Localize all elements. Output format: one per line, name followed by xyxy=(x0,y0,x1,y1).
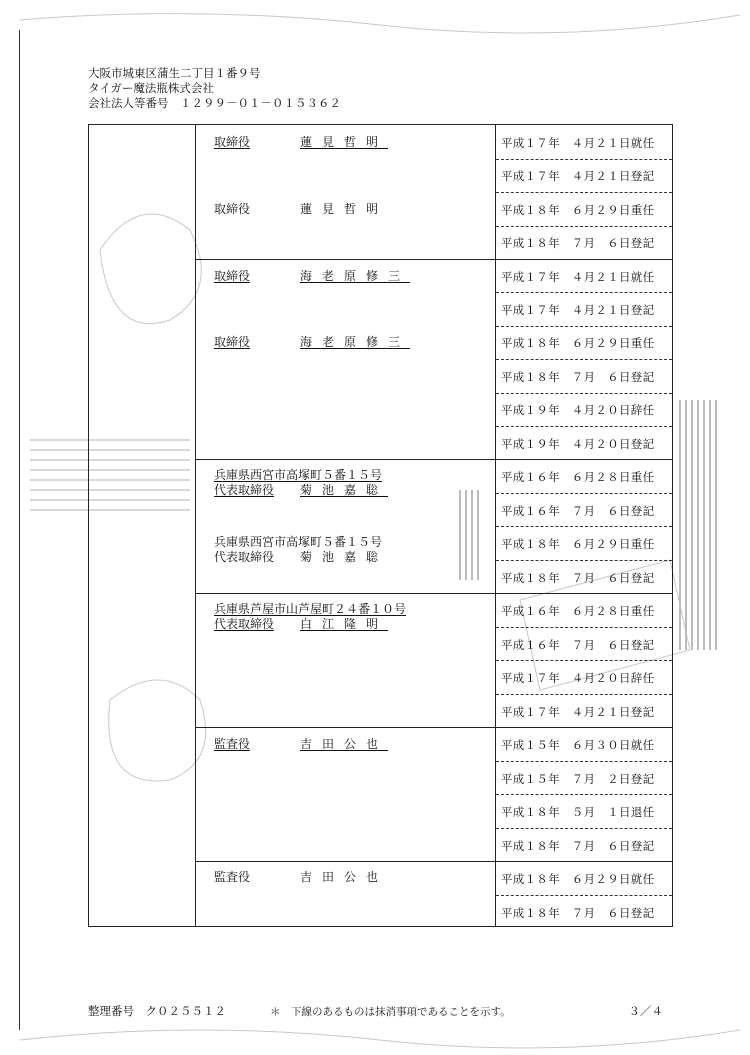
date-entry: 平成１７年 ４月２１日登記 xyxy=(501,169,655,183)
column-divider-left xyxy=(195,125,196,926)
date-row-rule xyxy=(496,828,672,829)
entry-ebihara-2 xyxy=(214,335,484,350)
date-entry: 平成１５年 ６月３０日就任 xyxy=(501,738,655,752)
corporate-number: 会社法人等番号 １２９９－０１－０１５３６２ xyxy=(88,96,341,110)
date-entry: 平成１９年 ４月２０日登記 xyxy=(501,437,655,451)
officer-role: 取締役 xyxy=(214,269,251,283)
date-row-rule xyxy=(496,426,672,427)
date-row-rule xyxy=(496,660,672,661)
officer-role: 監査役 xyxy=(214,870,251,884)
underline-legend-note: ＊ 下線のあるものは抹消事項であることを示す。 xyxy=(270,1006,511,1018)
date-entry: 平成１８年 ７月 ６日登記 xyxy=(501,236,655,250)
officer-name: 菊池嘉聡 xyxy=(300,550,389,564)
officer-role: 取締役 xyxy=(214,335,251,349)
date-entry: 平成１８年 ６月２９日重任 xyxy=(501,203,655,217)
date-row-rule xyxy=(496,627,672,628)
date-entry: 平成１６年 ６月２８日重任 xyxy=(501,604,655,618)
section-divider xyxy=(196,593,672,594)
entry-kikuchi-1 xyxy=(214,468,484,498)
date-row-rule xyxy=(496,192,672,193)
date-row-rule xyxy=(496,226,672,227)
officer-address: 兵庫県西宮市高塚町５番１５号 xyxy=(214,468,383,482)
date-row-rule xyxy=(496,493,672,494)
date-entry: 平成１７年 ４月２１日就任 xyxy=(501,270,655,284)
company-address: 大阪市城東区蒲生二丁目１番９号 xyxy=(88,66,261,80)
entry-yoshida-2 xyxy=(214,870,484,885)
date-row-rule xyxy=(496,359,672,360)
date-entry: 平成１８年 ７月 ６日登記 xyxy=(501,839,655,853)
officer-address: 兵庫県西宮市高塚町５番１５号 xyxy=(214,535,383,549)
date-row-rule xyxy=(496,159,672,160)
document-header xyxy=(88,66,341,111)
officer-role: 代表取締役 xyxy=(214,550,275,564)
date-entry: 平成１８年 ６月２９日重任 xyxy=(501,537,655,551)
section-divider xyxy=(196,259,672,260)
date-entry: 平成１８年 ６月２９日就任 xyxy=(501,872,655,886)
date-row-rule xyxy=(496,895,672,896)
date-entry: 平成１７年 ４月２１日就任 xyxy=(501,136,655,150)
officer-role: 取締役 xyxy=(214,202,251,216)
date-entry: 平成１５年 ７月 ２日登記 xyxy=(501,772,655,786)
officer-name: 白江隆明 xyxy=(300,617,389,631)
date-row-rule xyxy=(496,393,672,394)
officer-role: 取締役 xyxy=(214,135,251,149)
officer-registry-table xyxy=(88,124,673,927)
entry-kikuchi-2 xyxy=(214,535,484,565)
officer-role: 代表取締役 xyxy=(214,483,275,497)
date-row-rule xyxy=(496,560,672,561)
date-row-rule xyxy=(496,761,672,762)
officer-name: 菊池嘉聡 xyxy=(300,483,389,497)
entry-yoshida-1 xyxy=(214,737,484,752)
date-entry: 平成１９年 ４月２０日辞任 xyxy=(501,403,655,417)
entry-hasumi-1 xyxy=(214,135,484,150)
date-row-rule xyxy=(496,694,672,695)
date-entry: 平成１７年 ４月２０日辞任 xyxy=(501,671,655,685)
date-entry: 平成１７年 ４月２１日登記 xyxy=(501,705,655,719)
date-row-rule xyxy=(496,526,672,527)
date-entry: 平成１８年 ７月 ６日登記 xyxy=(501,370,655,384)
date-row-rule xyxy=(496,326,672,327)
officer-name: 海老原修三 xyxy=(300,269,411,283)
date-entry: 平成１７年 ４月２１日登記 xyxy=(501,303,655,317)
date-entry: 平成１８年 ７月 ６日登記 xyxy=(501,906,655,920)
date-entry: 平成１８年 ５月 １日退任 xyxy=(501,805,655,819)
date-entry: 平成１８年 ７月 ６日登記 xyxy=(501,571,655,585)
entry-shirae xyxy=(214,602,484,632)
company-name: タイガー魔法瓶株式会社 xyxy=(88,81,214,95)
page-indicator: ３／４ xyxy=(628,1004,663,1018)
officer-name: 海老原修三 xyxy=(300,335,411,349)
officer-name: 蓮見哲明 xyxy=(300,135,389,149)
section-divider xyxy=(196,459,672,460)
officer-role: 監査役 xyxy=(214,737,251,751)
section-divider xyxy=(196,727,672,728)
date-entry: 平成１６年 ７月 ６日登記 xyxy=(501,638,655,652)
date-row-rule xyxy=(496,794,672,795)
date-row-rule xyxy=(496,292,672,293)
date-entry: 平成１８年 ６月２９日重任 xyxy=(501,336,655,350)
officer-name: 蓮見哲明 xyxy=(300,202,389,216)
section-divider xyxy=(196,861,672,862)
officer-address: 兵庫県芦屋市山芦屋町２４番１０号 xyxy=(214,602,407,616)
officer-name: 吉田公也 xyxy=(300,870,389,884)
reference-number: 整理番号 ク０２５５１２ xyxy=(88,1004,226,1018)
date-entry: 平成１６年 ６月２８日重任 xyxy=(501,470,655,484)
officer-role: 代表取締役 xyxy=(214,617,275,631)
left-margin-rule xyxy=(19,30,20,1030)
entry-ebihara-1 xyxy=(214,269,484,284)
entry-hasumi-2 xyxy=(214,202,484,217)
officer-name: 吉田公也 xyxy=(300,737,389,751)
date-entry: 平成１６年 ７月 ６日登記 xyxy=(501,504,655,518)
